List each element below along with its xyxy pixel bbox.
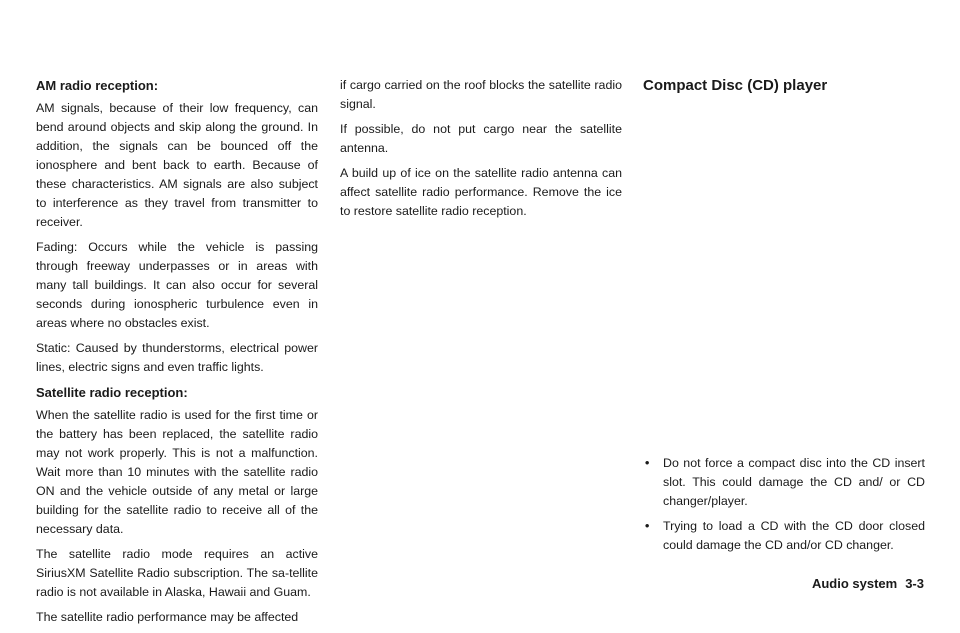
bullet-icon: •: [645, 519, 650, 533]
column-left: [36, 76, 318, 633]
satellite-radio-paragraph-ice: A build up of ice on the satellite radio antenna can affect satellite radio performance. Remove the ice to restore satellite radio reception.: [340, 166, 622, 218]
list-item: [643, 517, 925, 555]
satellite-radio-paragraph-antenna: If possible, do not put cargo near the satellite antenna.: [340, 122, 622, 155]
am-radio-heading: AM radio reception:: [36, 78, 159, 93]
column-middle: [340, 76, 622, 227]
satellite-radio-paragraph-cargo: if cargo carried on the roof blocks the satellite radio signal.: [340, 78, 622, 111]
list-item: [643, 454, 925, 511]
bullet-text: Trying to load a CD with the CD door closed could damage the CD and/or CD changer.: [663, 519, 925, 552]
bullet-icon: •: [645, 456, 650, 470]
am-radio-paragraph-fading: Fading: Occurs while the vehicle is passing through freeway underpasses or in areas with many tall buildings. It can also occur for several seconds during ionospheric turbulence even in areas where no obstacles exist.: [36, 240, 318, 330]
page-footer: [812, 576, 924, 592]
footer-section-name: Audio system: [811, 576, 898, 591]
satellite-radio-paragraph-2: The satellite radio mode requires an active SiriusXM Satellite Radio subscription. The sa-tellite radio is not available in Alaska, Hawaii and Guam.: [36, 547, 318, 599]
page-number: 3-3: [905, 576, 924, 591]
satellite-radio-paragraph-3: The satellite radio performance may be affected: [36, 610, 299, 624]
cd-player-title: Compact Disc (CD) player: [643, 77, 828, 94]
satellite-radio-paragraph-1: When the satellite radio is used for the first time or the battery has been replaced, the satellite radio may not work properly. This is not a malfunction. Wait more than 10 minutes with the satellite radio ON and the vehicle outside of any metal or large building for the satellite radio to receive all of the necessary data.: [36, 408, 318, 536]
satellite-radio-heading: Satellite radio reception:: [36, 385, 188, 400]
am-radio-paragraph-1: AM signals, because of their low frequency, can bend around objects and skip along the ground. In addition, the signals can be bounced off the ionosphere and bent back to earth. Because of these characteristics. AM signals are also subject to interference as they travel from transmitter to receiver.: [36, 101, 318, 229]
cd-player-bullet-list: [643, 454, 925, 561]
am-radio-paragraph-static: Static: Caused by thunderstorms, electrical power lines, electric signs and even traffic lights.: [36, 341, 318, 374]
bullet-text: Do not force a compact disc into the CD insert slot. This could damage the CD and/ or CD changer/player.: [663, 456, 925, 508]
